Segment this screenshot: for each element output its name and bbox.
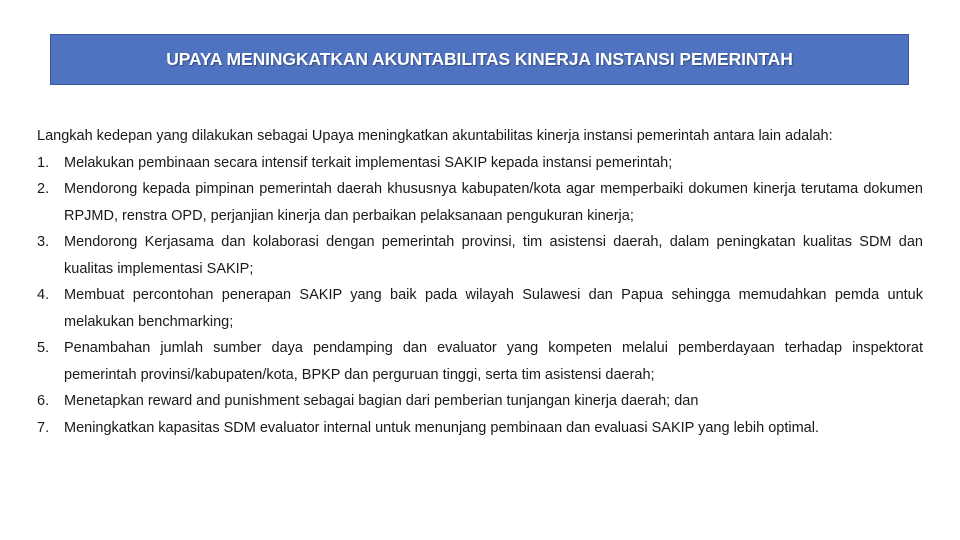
list-item-number: 2.	[37, 181, 50, 197]
list-item	[37, 150, 923, 177]
list-item	[37, 415, 923, 442]
list-item-text: Mendorong kepada pimpinan pemerintah daerah khususnya kabupaten/kota agar memperbaiki dokumen kinerja terutama dokumen RPJMD, renstra OPD, perjanjian kinerja dan perbaikan pelaksanaan pengukuran kinerja;	[64, 181, 923, 224]
list-item-number: 5.	[37, 340, 50, 356]
list-item	[37, 335, 923, 388]
intro-paragraph: Langkah kedepan yang dilakukan sebagai Upaya meningkatkan akuntabilitas kinerja instansi pemerintah antara lain adalah:	[37, 128, 833, 144]
list-item-number: 6.	[37, 393, 50, 409]
list-item-text: Melakukan pembinaan secara intensif terkait implementasi SAKIP kepada instansi pemerintah;	[64, 154, 673, 171]
list-item-text: Menetapkan reward and punishment sebagai bagian dari pemberian tunjangan kinerja daerah; dan	[64, 393, 699, 409]
list-item-text: Membuat percontohan penerapan SAKIP yang baik pada wilayah Sulawesi dan Papua sehingga memudahkan pemda untuk melakukan benchmarking;	[64, 287, 923, 330]
list-item-number: 3.	[37, 234, 50, 250]
list-item	[37, 229, 923, 282]
list-item-text: Meningkatkan kapasitas SDM evaluator internal untuk menunjang pembinaan dan evaluasi SAKIP yang lebih optimal.	[64, 419, 819, 436]
list-item	[37, 282, 923, 335]
list-item-number: 7.	[37, 419, 50, 436]
list-item-text: Mendorong Kerjasama dan kolaborasi dengan pemerintah provinsi, tim asistensi daerah, dalam peningkatan kualitas SDM dan kualitas implementasi SAKIP;	[64, 234, 923, 277]
content-body	[37, 123, 923, 441]
slide-title: UPAYA MENINGKATKAN AKUNTABILITAS KINERJA INSTANSI PEMERINTAH	[166, 49, 793, 69]
list-item	[37, 388, 923, 415]
list-item-number: 1.	[37, 154, 50, 171]
list-item-text: Penambahan jumlah sumber daya pendamping dan evaluator yang kompeten melalui pemberdayaan terhadap inspektorat pemerintah provinsi/kabupaten/kota, BPKP dan perguruan tinggi, serta tim asistensi daerah;	[64, 340, 923, 383]
title-banner	[50, 34, 909, 85]
list-item	[37, 176, 923, 229]
steps-list	[37, 150, 923, 442]
list-item-number: 4.	[37, 287, 50, 303]
